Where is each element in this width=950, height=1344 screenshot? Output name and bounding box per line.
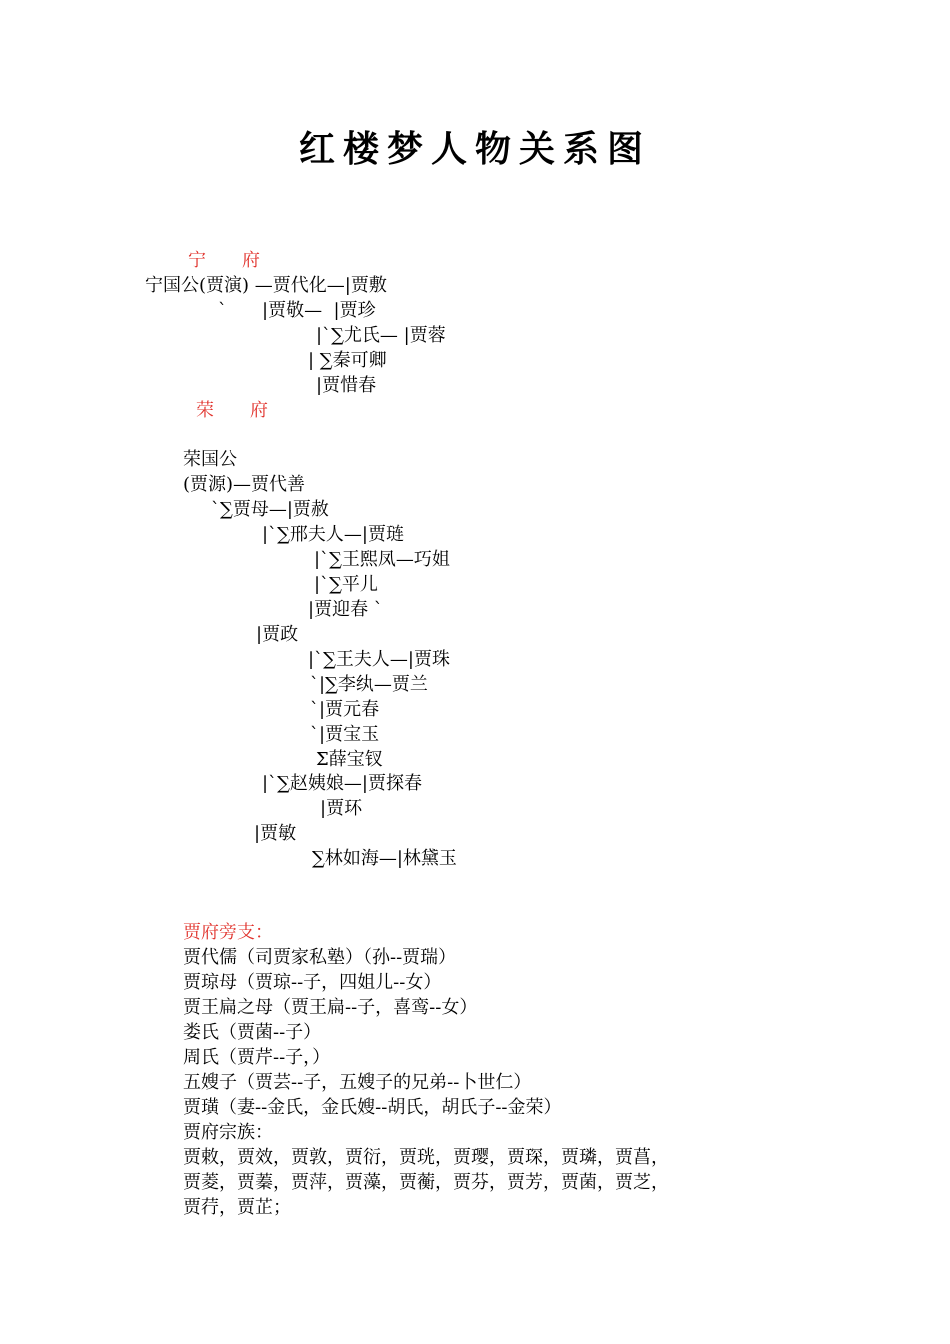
tree-line: |`∑尤氏— |贾蓉 xyxy=(316,325,446,346)
tree-line: 宁国公(贾演) —贾代化—|贾敷 xyxy=(145,275,387,296)
tree-line: |`∑平儿 xyxy=(314,574,378,595)
text-line: 贾府宗族： xyxy=(183,1122,273,1143)
tree-line: `∑贾母—|贾赦 xyxy=(211,499,329,520)
tree-line: |贾环 xyxy=(320,798,363,819)
text-line: 贾王扁之母（贾王扁--子，喜鸾--女） xyxy=(183,997,478,1018)
section-heading-branch: 贾府旁支： xyxy=(183,922,273,943)
tree-line: |`∑王夫人—|贾珠 xyxy=(308,649,450,670)
text-line: 周氏（贾芹--子，） xyxy=(183,1047,331,1068)
tree-line: | ∑秦可卿 xyxy=(308,350,387,371)
tree-line: |贾迎春 ` xyxy=(308,599,383,620)
tree-line: `|∑李纨—贾兰 xyxy=(310,674,428,695)
page-title: 红楼梦人物关系图 xyxy=(298,129,651,170)
text-line: 贾琼母（贾琼--子，四姐儿--女） xyxy=(183,972,442,993)
tree-line: `|贾元春 xyxy=(310,699,380,720)
tree-line: |`∑邢夫人—|贾琏 xyxy=(262,524,404,545)
tree-line: |`∑赵姨娘—|贾探春 xyxy=(262,773,422,794)
text-line: 贾璜（妻--金氏，金氏嫂--胡氏，胡氏子--金荣） xyxy=(183,1097,562,1118)
tree-line: |`∑王熙凤—巧姐 xyxy=(314,549,450,570)
text-line: 贾荇，贾芷； xyxy=(183,1197,291,1218)
tree-line: |贾敏 xyxy=(254,823,297,844)
tree-line: (贾源)—贾代善 xyxy=(183,474,306,495)
tree-line: Σ薛宝钗 xyxy=(316,749,383,770)
text-line: 贾敕，贾效，贾敦，贾衍，贾珖，贾璎，贾琛，贾璘，贾菖， xyxy=(183,1147,669,1168)
text-line: 贾菱，贾蓁，贾萍，贾藻，贾蘅，贾芬，贾芳，贾菌，贾芝， xyxy=(183,1172,669,1193)
text-line: 贾代儒（司贾家私塾）（孙--贾瑞） xyxy=(183,947,457,968)
tree-line: |贾敬— |贾珍 xyxy=(262,300,376,321)
tree-line: `|贾宝玉 xyxy=(310,724,380,745)
text-line: 五嫂子（贾芸--子，五嫂子的兄弟--卜世仁） xyxy=(183,1072,532,1093)
section-heading-rong: 荣 府 xyxy=(196,400,268,421)
section-heading-ning: 宁 府 xyxy=(188,250,260,271)
tree-line: ` xyxy=(218,300,227,321)
tree-line: ∑林如海—|林黛玉 xyxy=(312,848,457,869)
text-line: 娄氏（贾菌--子） xyxy=(183,1022,322,1043)
tree-line: |贾惜春 xyxy=(316,375,377,396)
tree-line: |贾政 xyxy=(256,624,299,645)
tree-line: 荣国公 xyxy=(183,449,237,470)
